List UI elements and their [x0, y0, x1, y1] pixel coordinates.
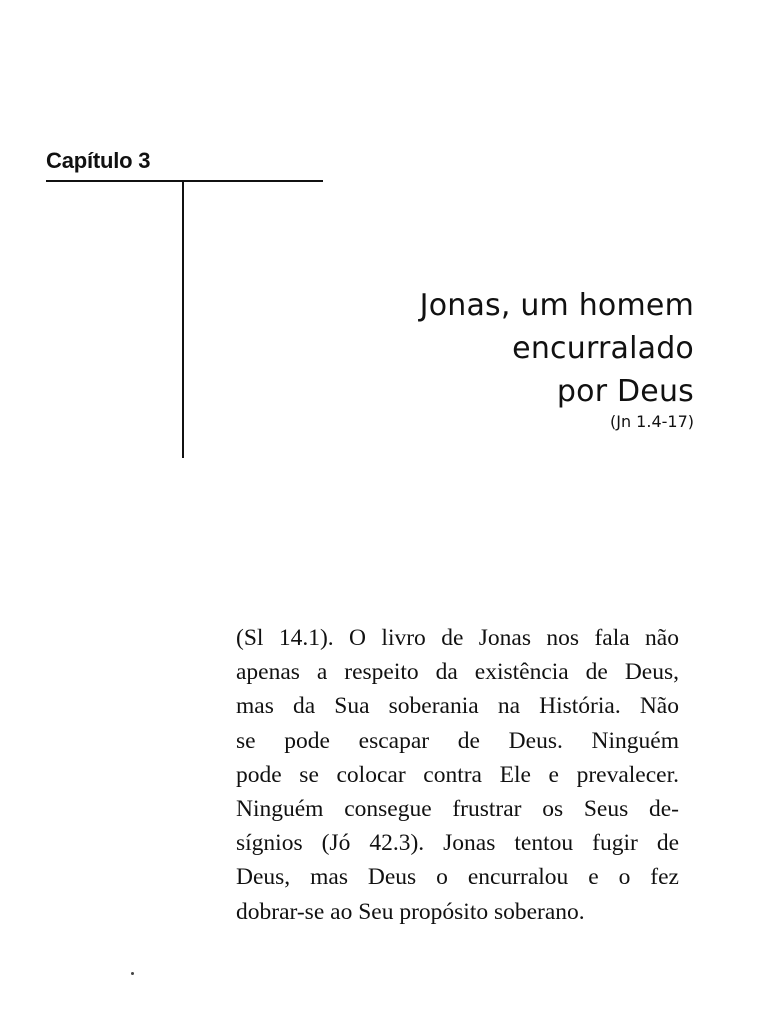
title-line: encurralado	[512, 331, 694, 366]
body-line: dobrar-se ao Seu propósito soberano.	[236, 898, 585, 925]
chapter-vertical-rule	[182, 181, 184, 458]
title-line: por Deus	[556, 374, 694, 409]
body-line: sígnios (Jó 42.3). Jonas tentou fugir de	[236, 830, 679, 857]
chapter-title	[420, 284, 694, 433]
chapter-label: Capítulo 3	[46, 148, 151, 173]
title-line: Jonas, um homem	[419, 288, 694, 323]
body-paragraph	[236, 621, 679, 929]
body-line: (Sl 14.1). O livro de Jonas nos fala não	[236, 625, 679, 651]
body-line: Ninguém consegue frustrar os Seus de-	[236, 796, 679, 823]
body-line: apenas a respeito da existência de Deus,	[236, 659, 679, 686]
body-line: mas da Sua soberania na História. Não	[236, 693, 679, 720]
chapter-rule	[46, 180, 323, 182]
body-line: pode se colocar contra Ele e prevalecer.	[236, 761, 679, 788]
scripture-reference: (Jn 1.4-17)	[609, 412, 694, 431]
body-line: se pode escapar de Deus. Ninguém	[236, 727, 679, 754]
scan-speck	[131, 972, 134, 975]
body-line: Deus, mas Deus o encurralou e o fez	[236, 864, 679, 891]
